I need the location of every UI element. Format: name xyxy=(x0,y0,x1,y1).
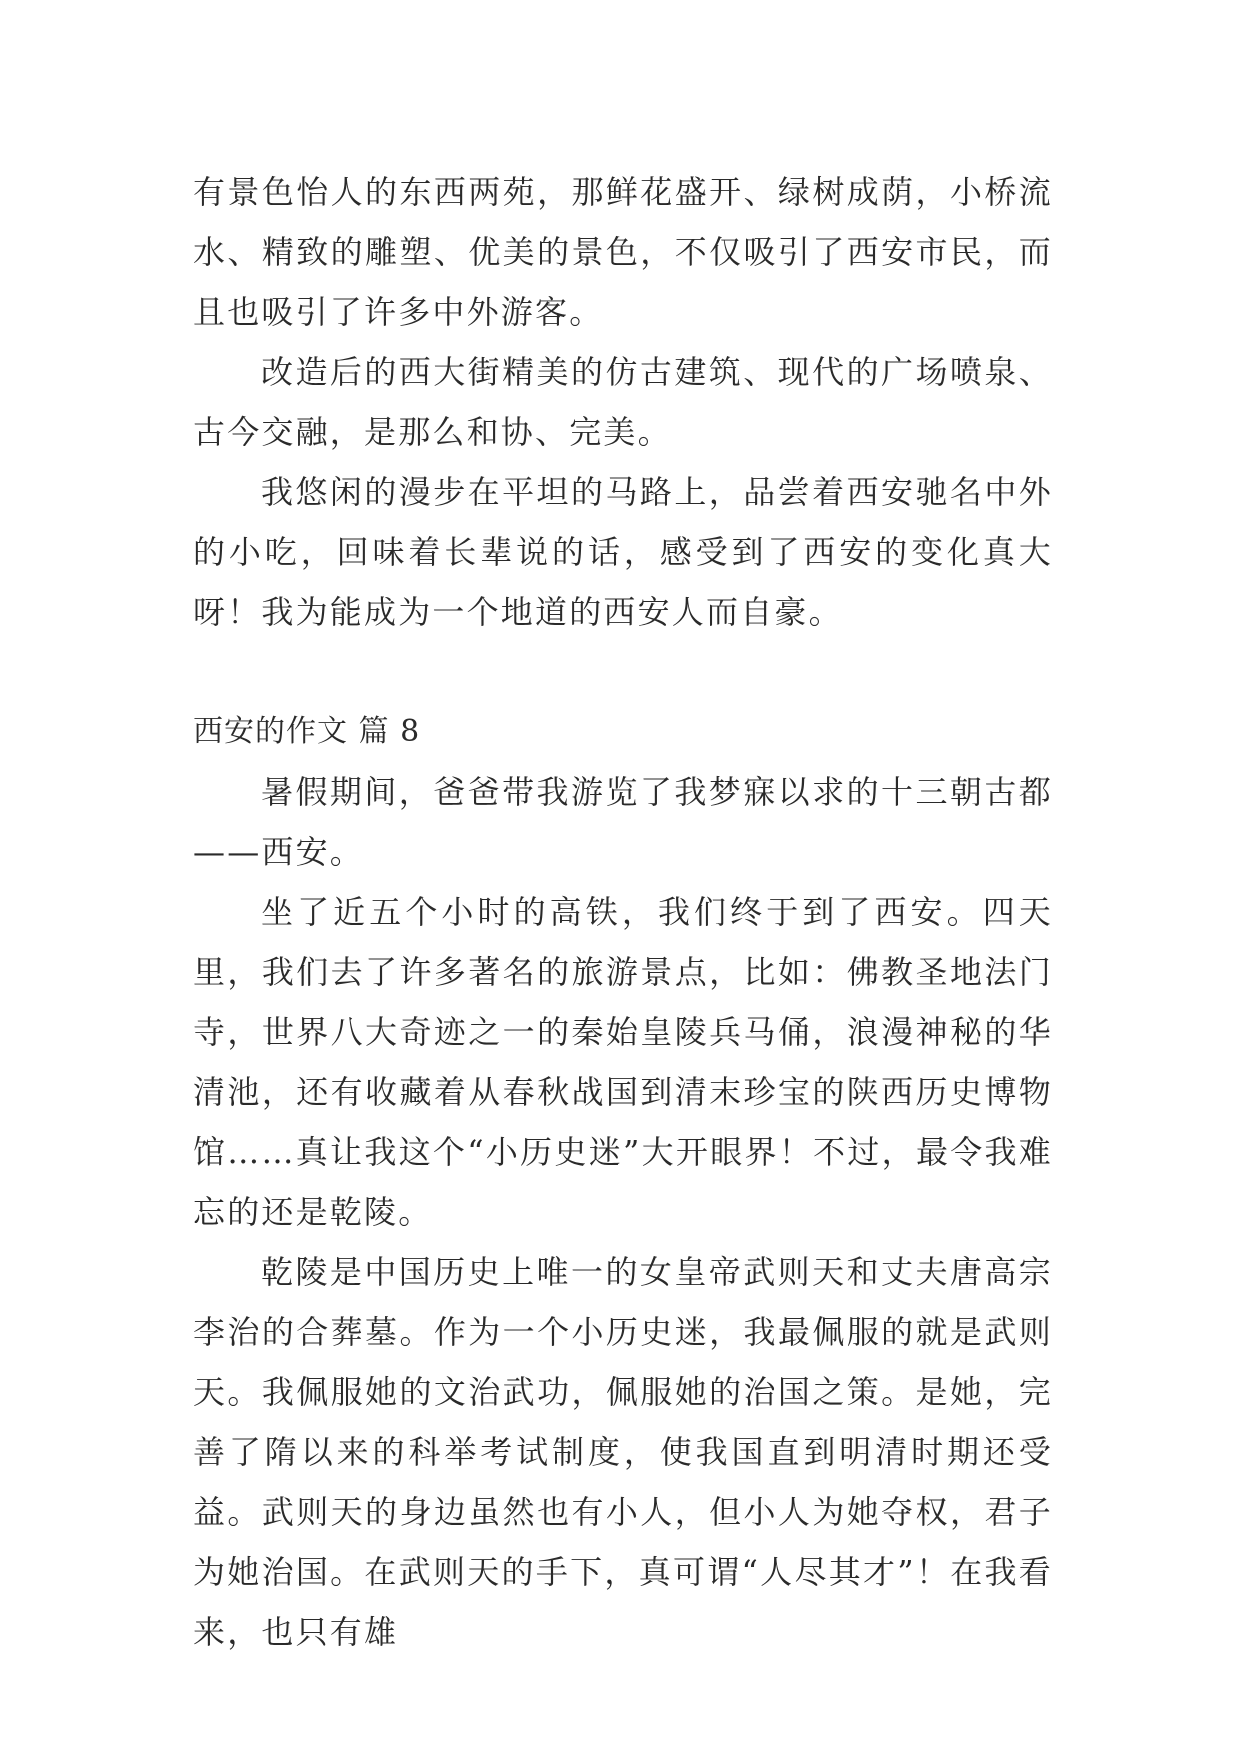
paragraph-attractions: 坐了近五个小时的高铁，我们终于到了西安。四天里，我们去了许多著名的旅游景点，比如：佛教圣地法门寺，世界八大奇迹之一的秦始皇陵兵马俑，浪漫神秘的华清池，还有收藏着从春秋战国到清末珍宝的陕西历史博物馆……真让我这个“小历史迷”大开眼界！不过，最令我难忘的还是乾陵。 xyxy=(193,893,1053,1231)
paragraph-stroll: 我悠闲的漫步在平坦的马路上，品尝着西安驰名中外的小吃，回味着长辈说的话，感受到了西安的变化真大呀！我为能成为一个地道的西安人而自豪。 xyxy=(193,473,1053,631)
section-gap xyxy=(193,642,1053,702)
paragraph-summer-trip: 暑假期间，爸爸带我游览了我梦寐以求的十三朝古都——西安。 xyxy=(193,773,1053,871)
paragraph-qianling: 乾陵是中国历史上唯一的女皇帝武则天和丈夫唐高宗李治的合葬墓。作为一个小历史迷，我最佩服的就是武则天。我佩服她的文治武功，佩服她的治国之策。是她，完善了隋以来的科举考试制度，使我国直到明清时期还受益。武则天的身边虽然也有小人，但小人为她夺权，君子为她治国。在武则天的手下，真可谓“人尽其才”！在我看来，也只有雄 xyxy=(193,1253,1053,1651)
paragraph-west-street: 改造后的西大街精美的仿古建筑、现代的广场喷泉、古今交融，是那么和协、完美。 xyxy=(193,353,1053,451)
paragraph-continued: 有景色怡人的东西两苑，那鲜花盛开、绿树成荫，小桥流水、精致的雕塑、优美的景色，不仅吸引了西安市民，而且也吸引了许多中外游客。 xyxy=(193,173,1053,331)
document-page xyxy=(193,162,1053,1662)
section-heading: 西安的作文 篇 8 xyxy=(193,714,421,749)
